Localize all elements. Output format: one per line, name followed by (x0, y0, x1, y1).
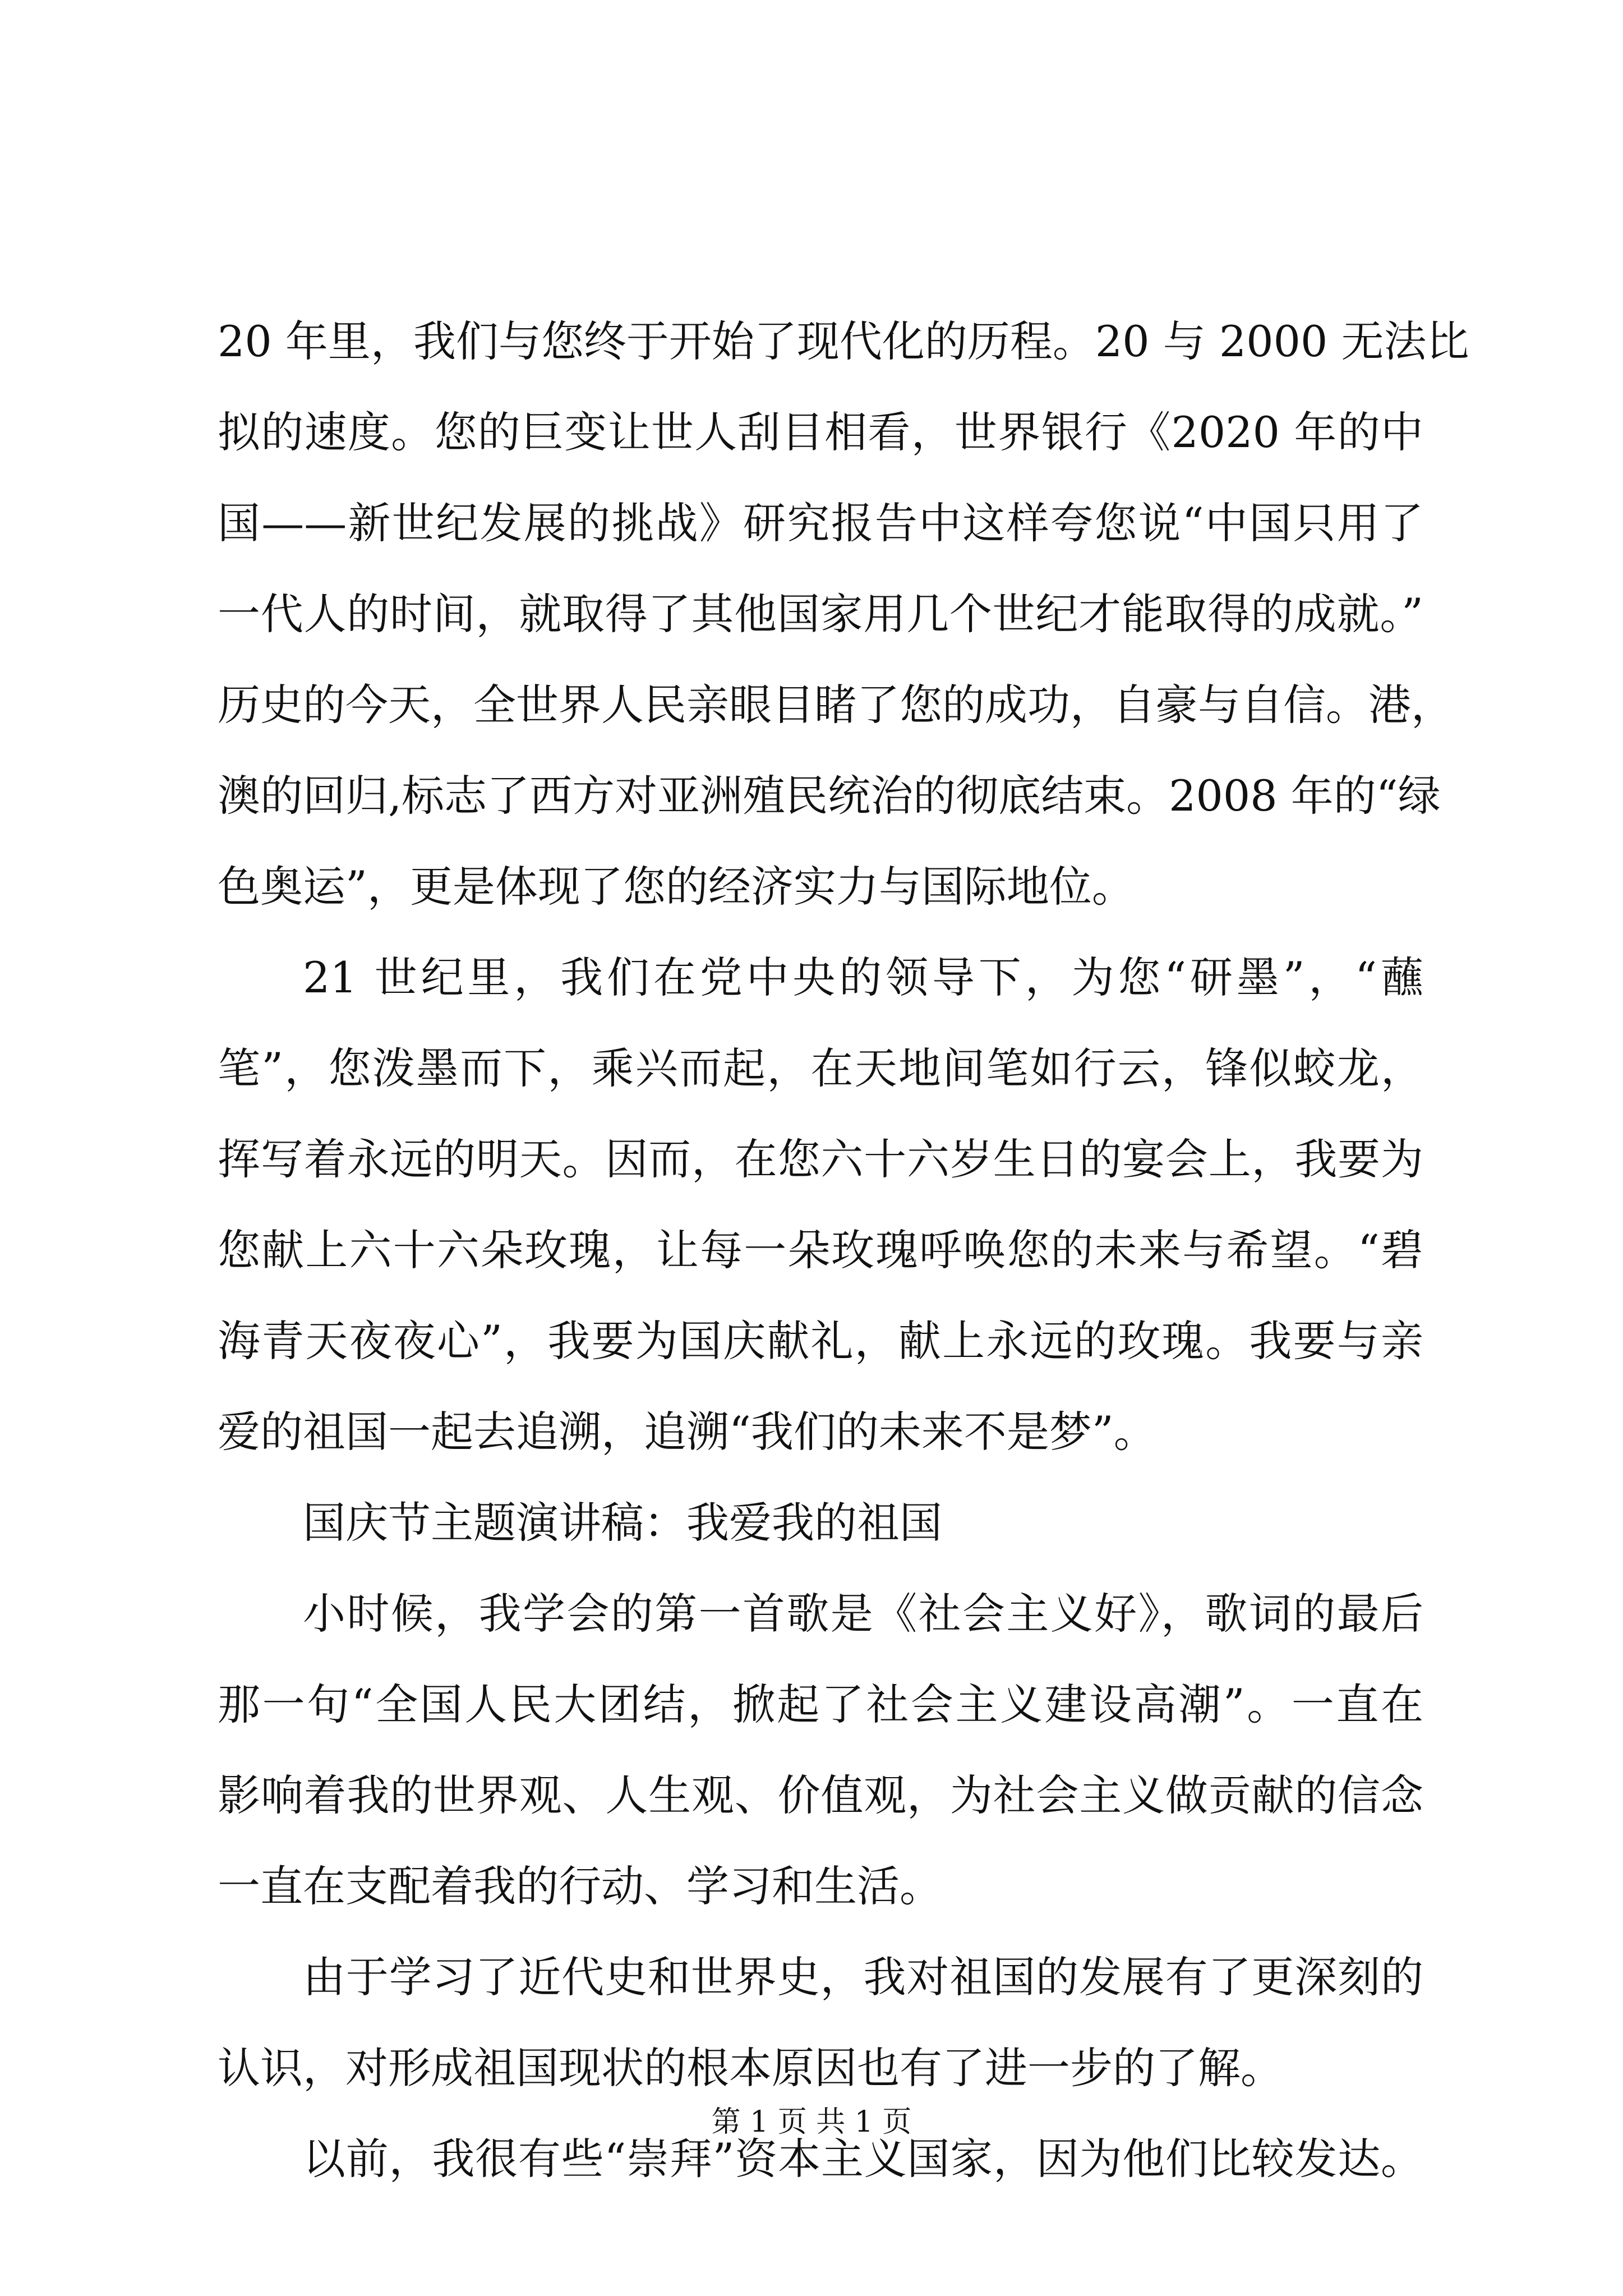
paragraph-first-line: 21 世纪里，我们在党中央的领导下，为您“研墨”，“蘸 (303, 953, 1423, 1002)
paragraph-first-line: 小时候，我学会的第一首歌是《社会主义好》，歌词的最后 (303, 1589, 1423, 1639)
text-line: 拟的速度。您的巨变让世人刮目相看，世界银行《2020 年的中 (218, 407, 1423, 457)
text-line: 澳的回归,标志了西方对亚洲殖民统治的彻底结束。2008 年的“绿 (218, 771, 1441, 821)
text-line: 爱的祖国一起去追溯，追溯“我们的未来不是梦”。 (218, 1407, 1156, 1457)
section-heading: 国庆节主题演讲稿：我爱我的祖国 (303, 1498, 942, 1548)
text-line: 20 年里，我们与您终于开始了现代化的历程。20 与 2000 无法比 (218, 316, 1469, 366)
page-number-footer: 第 1 页 共 1 页 (711, 2105, 912, 2139)
document-body (218, 296, 1469, 2205)
paragraph-first-line: 由于学习了近代史和世界史，我对祖国的发展有了更深刻的 (303, 1952, 1423, 2002)
text-line: 色奥运”，更是体现了您的经济实力与国际地位。 (218, 862, 1135, 912)
text-line: 影响着我的世界观、人生观、价值观，为社会主义做贡献的信念 (218, 1770, 1423, 1820)
text-line: 那一句“全国人民大团结，掀起了社会主义建设高潮”。一直在 (218, 1680, 1423, 1729)
text-line: 您献上六十六朵玫瑰，让每一朵玫瑰呼唤您的未来与希望。“碧 (218, 1225, 1423, 1275)
paragraph-first-line: 以前，我很有些“崇拜”资本主义国家，因为他们比较发达。 (303, 2134, 1423, 2184)
text-line: 认识，对形成祖国现状的根本原因也有了进一步的了解。 (218, 2043, 1283, 2093)
text-line: 海青天夜夜心”，我要为国庆献礼，献上永远的玫瑰。我要与亲 (218, 1316, 1423, 1366)
text-line: 历史的今天，全世界人民亲眼目睹了您的成功，自豪与自信。港， (218, 680, 1454, 730)
text-line: 一直在支配着我的行动、学习和生活。 (218, 1861, 942, 1911)
text-line: 笔”，您泼墨而下，乘兴而起，在天地间笔如行云，锋似蛟龙， (218, 1043, 1423, 1093)
text-line: 挥写着永远的明天。因而，在您六十六岁生日的宴会上，我要为 (218, 1134, 1423, 1184)
text-line: 一代人的时间，就取得了其他国家用几个世纪才能取得的成就。” (218, 589, 1423, 639)
text-line: 国——新世纪发展的挑战》研究报告中这样夸您说“中国只用了 (218, 498, 1423, 548)
